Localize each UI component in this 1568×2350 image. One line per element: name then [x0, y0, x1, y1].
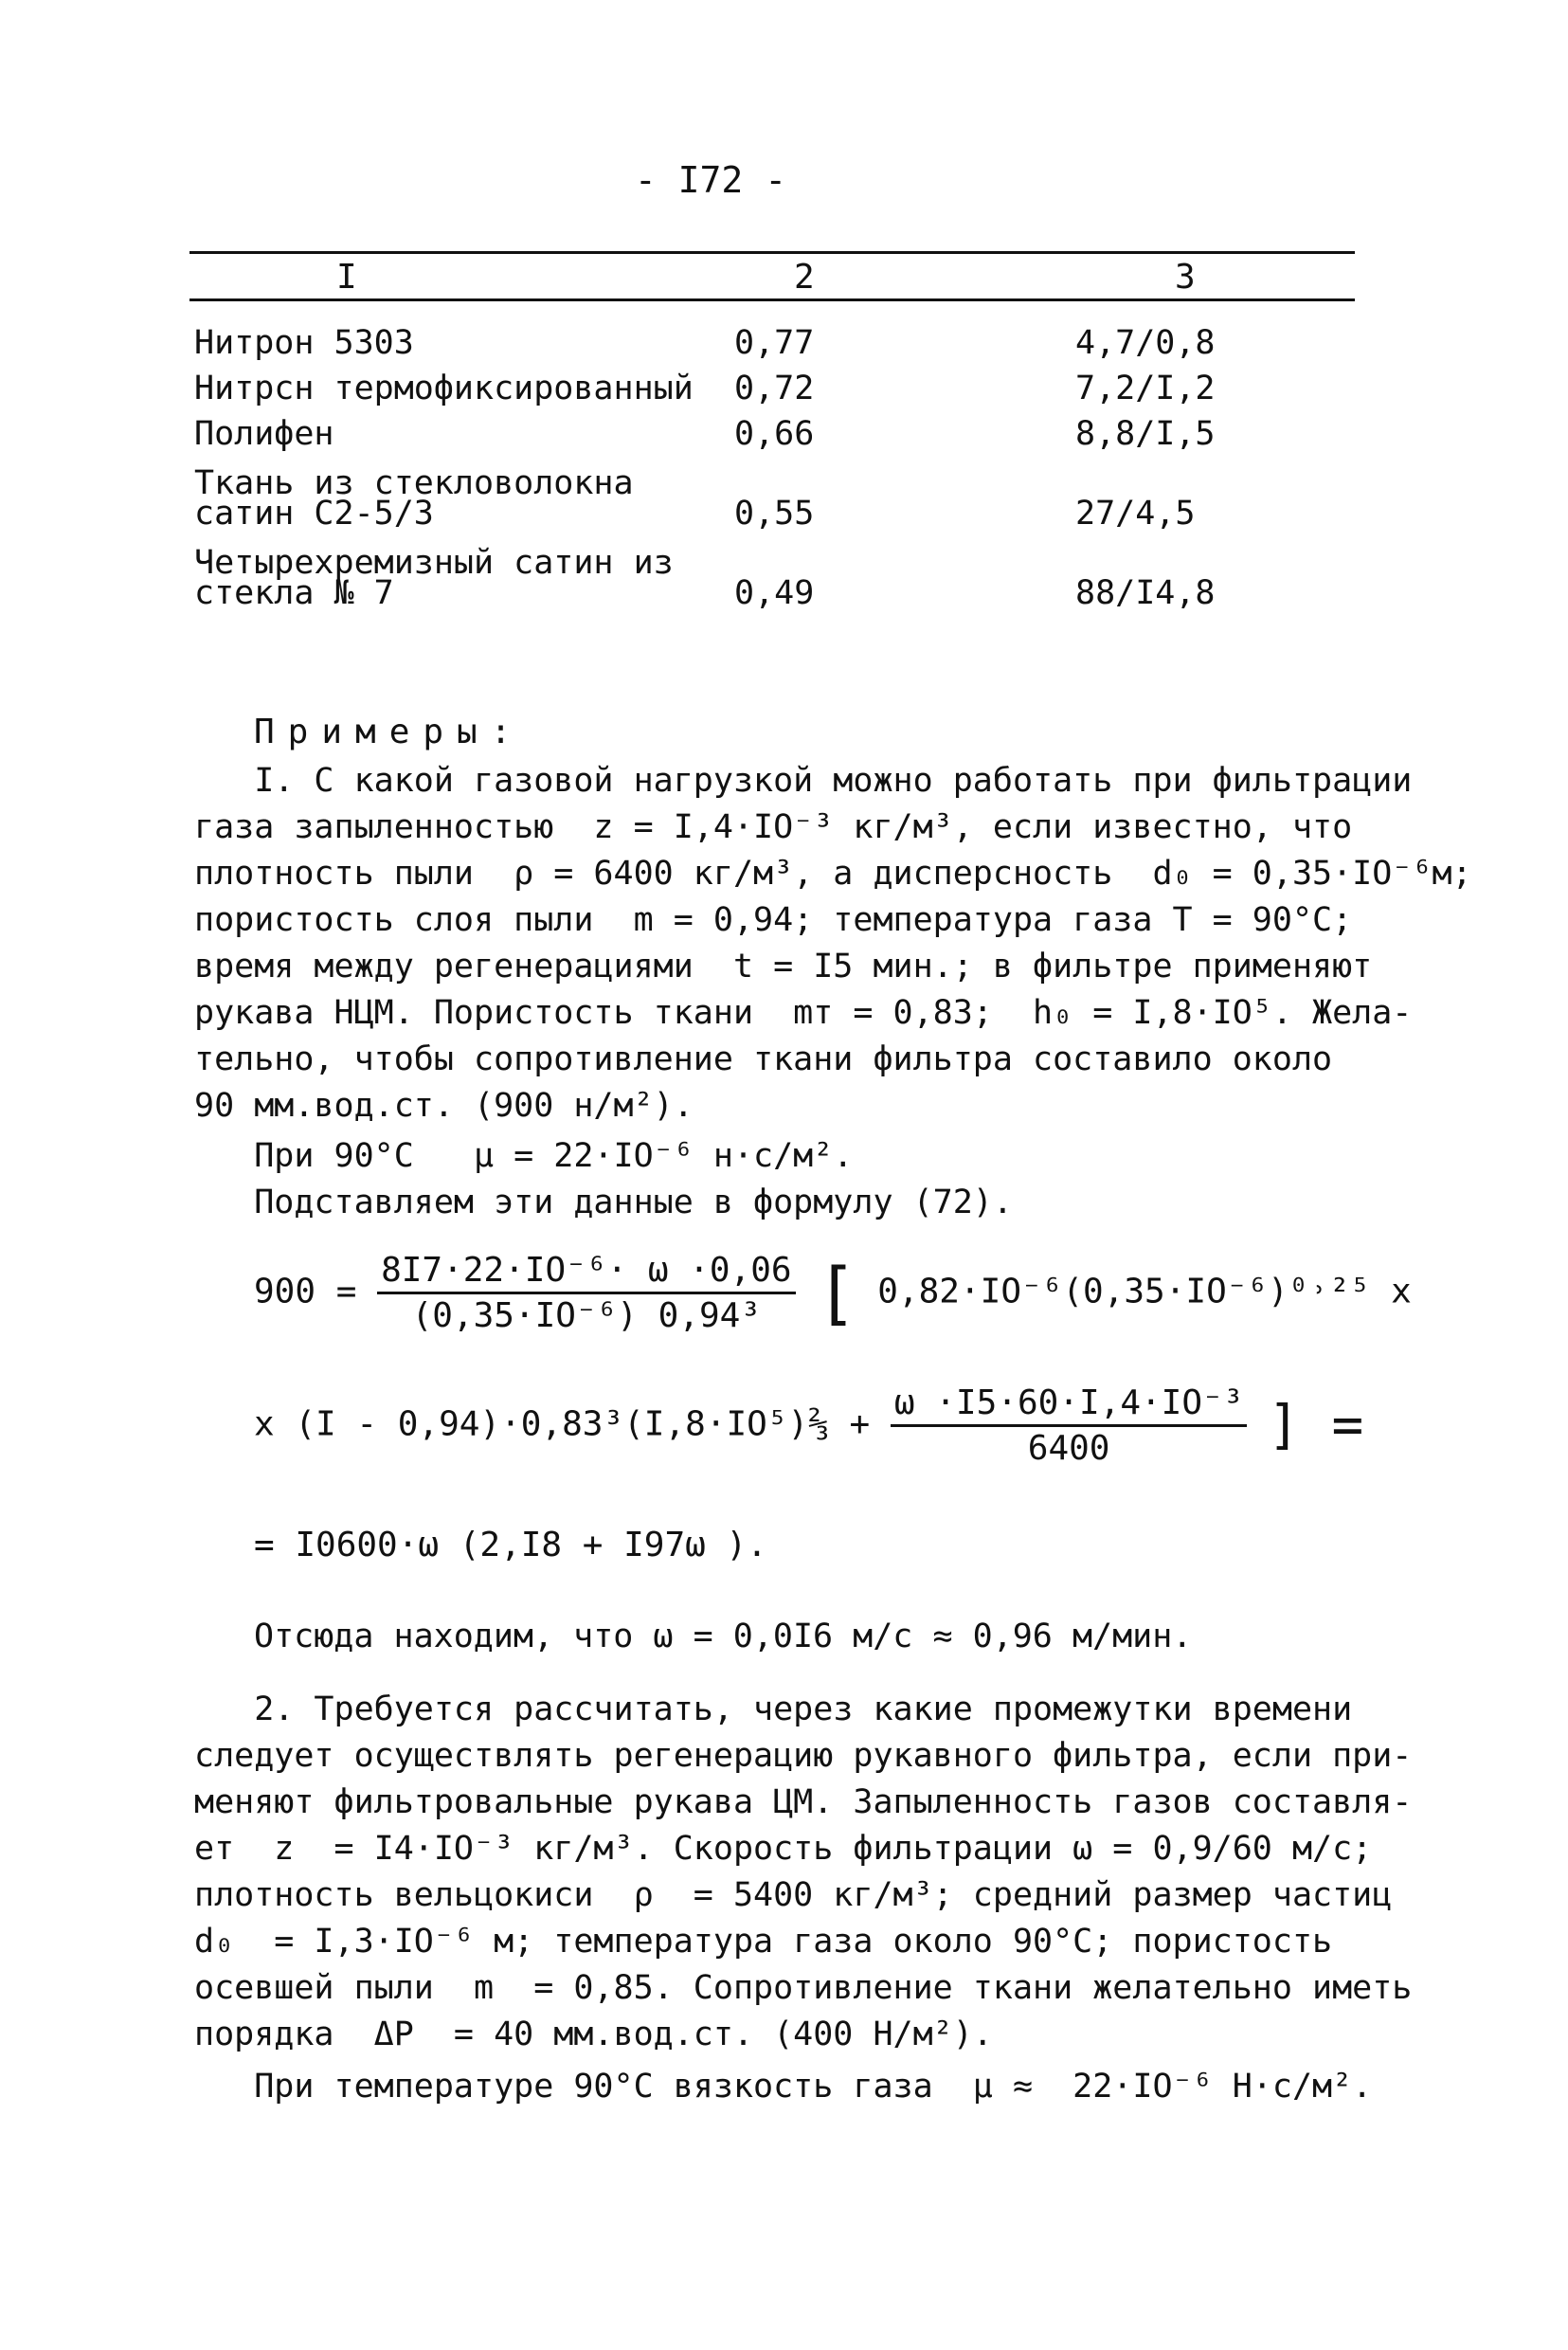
example1-line-1: I. С какой газовой нагрузкой можно работать при фильтрации — [194, 762, 1413, 800]
table-row-4-name-line1: Ткань из стекловолокна — [194, 464, 634, 502]
example1-line-5: время между регенерациями t = I5 мин.; в фильтре применяют — [194, 948, 1373, 985]
example2-line-8: порядка ΔP = 40 мм.вод.ст. (400 Н/м²). — [194, 2016, 993, 2053]
example1-line-8: 90 мм.вод.ст. (900 н/м²). — [194, 1087, 694, 1125]
example1-line-7: тельно, чтобы сопротивление ткани фильтра составило около — [194, 1040, 1333, 1078]
table-row-5-name-line2: стекла № 7 — [194, 574, 394, 612]
table-header-rule — [189, 298, 1355, 301]
table-row-3-col3: 8,8/I,5 — [1075, 415, 1216, 453]
table-top-rule — [189, 251, 1355, 254]
table-row-1-col3: 4,7/0,8 — [1075, 324, 1216, 362]
example2-line-7: осевшей пыли m = 0,85. Сопротивление ткани желательно иметь — [194, 1969, 1413, 2007]
table-row-1-name: Нитрон 5303 — [194, 324, 414, 362]
table-header-col1: I — [336, 258, 357, 297]
example1-line-4: пористость слоя пыли m = 0,94; температура газа T = 90°C; — [194, 901, 1353, 939]
table-row-2-col3: 7,2/I,2 — [1075, 370, 1216, 407]
table-row-2-name: Нитрсн термофиксированный — [194, 370, 694, 407]
equation-fraction-2-numerator: ω ·I5·60·I,4·IO⁻³ — [891, 1383, 1247, 1427]
page-number: - I72 - — [634, 159, 787, 201]
equation-bracket-close: ] = — [1268, 1394, 1364, 1456]
example2-line-5: плотность вельцокиси ρ = 5400 кг/м³; средний размер частиц — [194, 1876, 1393, 1914]
table-row-3-col2: 0,66 — [734, 415, 815, 453]
equation-line-3: = I0600·ω (2,I8 + I97ω ). — [254, 1526, 767, 1564]
equation-line-2 — [254, 1383, 1363, 1468]
equation-bracket-open: [ — [816, 1253, 857, 1333]
example2-line-1: 2. Требуется рассчитать, через какие промежутки времени — [194, 1690, 1353, 1728]
table-row-4-col2: 0,55 — [734, 495, 815, 533]
example2-line-3: меняют фильтровальные рукава ЦМ. Запыленность газов составля- — [194, 1783, 1413, 1821]
table-header-col2: 2 — [794, 258, 815, 297]
example2-line-4: ет z = I4·IO⁻³ кг/м³. Скорость фильтрации ω = 0,9/60 м/с; — [194, 1830, 1373, 1868]
equation-line-1-tail: 0,82·IO⁻⁶(0,35·IO⁻⁶)⁰˒²⁵ x — [877, 1272, 1412, 1311]
example1-line-3: плотность пыли ρ = 6400 кг/м³, а дисперсность d₀ = 0,35·IO⁻⁶м; — [194, 855, 1472, 893]
example1-line-10: Подставляем эти данные в формулу (72). — [194, 1184, 1013, 1221]
equation-fraction-1-denominator: (0,35·IO⁻⁶) 0,94³ — [411, 1296, 762, 1335]
table-row-5-col3: 88/I4,8 — [1075, 574, 1216, 612]
equation-fraction-1 — [377, 1251, 795, 1335]
table-header-col3: 3 — [1175, 258, 1196, 297]
equation-line-1 — [254, 1251, 1412, 1335]
equation-fraction-2-denominator: 6400 — [1027, 1429, 1110, 1468]
table-row-3-name: Полифен — [194, 415, 334, 453]
table-row-2-col2: 0,72 — [734, 370, 815, 407]
table-row-5-col2: 0,49 — [734, 574, 815, 612]
equation-result: Отсюда находим, что ω = 0,0I6 м/с ≈ 0,96 м/мин. — [254, 1618, 1193, 1655]
example2-line-2: следует осуществлять регенерацию рукавного фильтра, если при- — [194, 1737, 1413, 1775]
example2-line-9: При температуре 90°C вязкость газа μ ≈ 22·IO⁻⁶ Н·с/м². — [194, 2068, 1373, 2106]
example1-line-9: При 90°C μ = 22·IO⁻⁶ н·с/м². — [194, 1137, 854, 1175]
table-row-5-name-line1: Четырехремизный сатин из — [194, 544, 674, 582]
table-row-1-col2: 0,77 — [734, 324, 815, 362]
equation-line-2-head: x (I - 0,94)·0,83³(I,8·IO⁵)⅔ + — [254, 1404, 871, 1444]
example1-line-6: рукава НЦМ. Пористость ткани mт = 0,83; h₀ = I,8·IO⁵. Жела- — [194, 994, 1413, 1032]
examples-heading: Примеры: — [254, 713, 525, 751]
table-row-4-name-line2: сатин С2-5/3 — [194, 495, 434, 533]
example1-line-2: газа запыленностью z = I,4·IO⁻³ кг/м³, если известно, что — [194, 808, 1353, 846]
table-row-4-col3: 27/4,5 — [1075, 495, 1196, 533]
equation-lhs: 900 = — [254, 1272, 357, 1311]
equation-fraction-2 — [891, 1383, 1247, 1468]
example2-line-6: d₀ = I,3·IO⁻⁶ м; температура газа около 90°C; пористость — [194, 1923, 1333, 1961]
equation-fraction-1-numerator: 8I7·22·IO⁻⁶· ω ·0,06 — [377, 1251, 795, 1294]
